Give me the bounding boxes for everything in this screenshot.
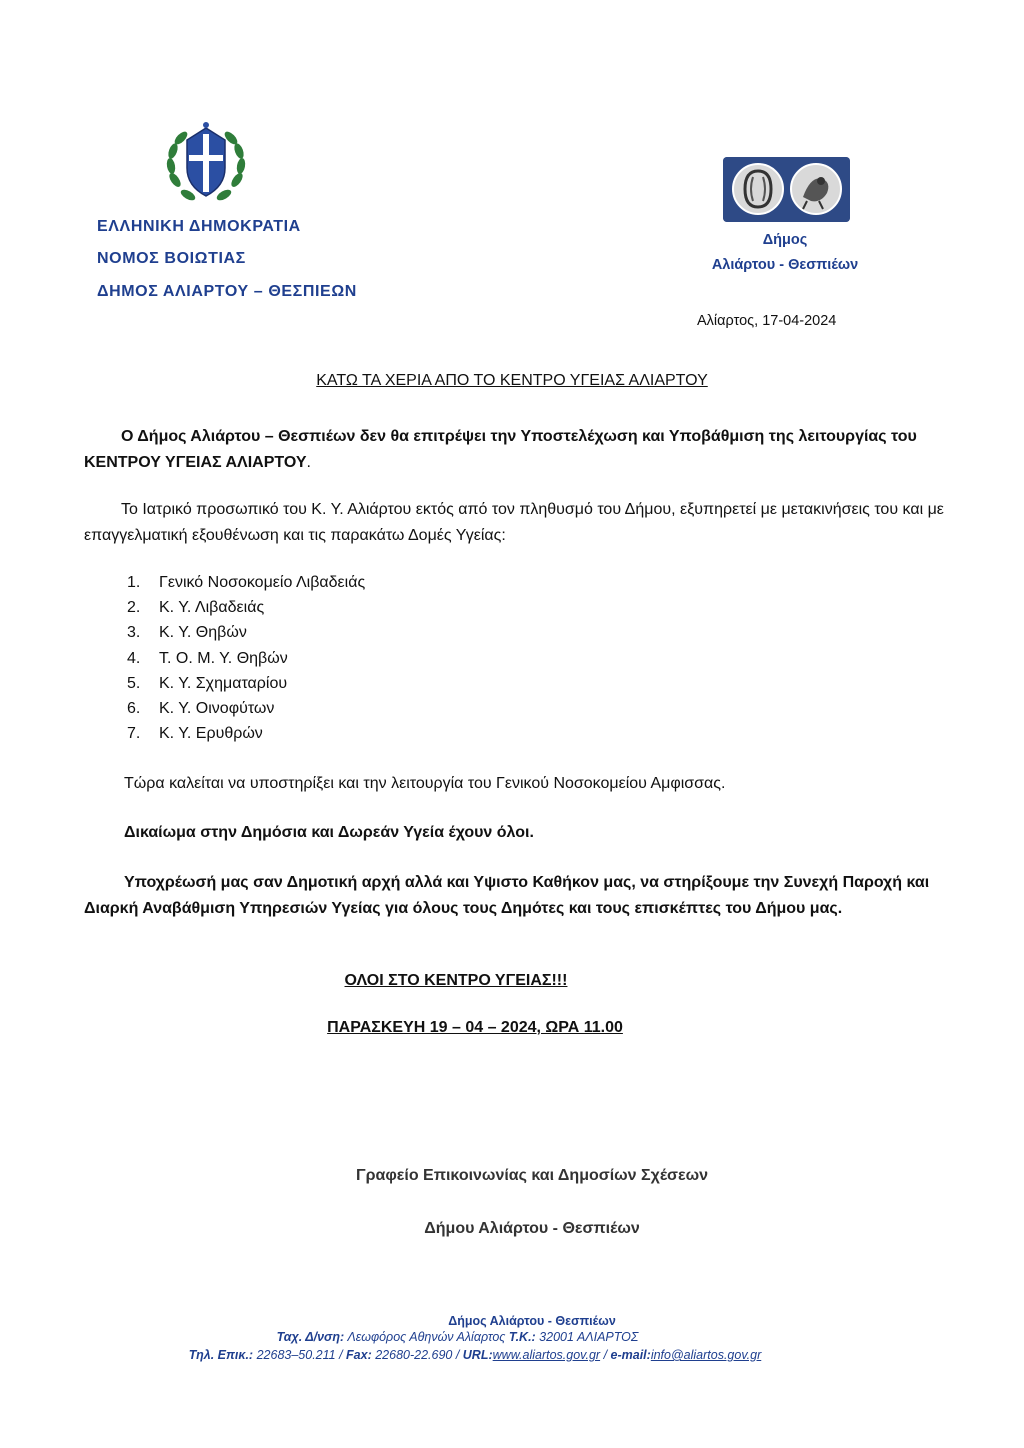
event-datetime: ΠΑΡΑΣΚΕΥΗ 19 – 04 – 2024, ΩΡΑ 11.00 [327,1019,623,1036]
call-to-action: ΟΛΟΙ ΣΤΟ ΚΕΝΤΡΟ ΥΓΕΙΑΣ!!! [344,972,568,989]
logo-caption-dimos: Δήμος [762,232,808,248]
paragraph-rights: Δικαίωμα στην Δημόσια και Δωρεάν Υγεία έχουν όλοι. [124,824,534,841]
list-item: 3. Κ. Υ. Θηβών [127,624,247,642]
list-item: 1. Γενικό Νοσοκομείο Λιβαδειάς [127,574,366,591]
document-title: ΚΑΤΩ ΤΑ ΧΕΡΙΑ ΑΠΟ ΤΟ ΚΕΝΤΡΟ ΥΓΕΙΑΣ ΑΛΙΑΡΤΟΥ [316,372,708,389]
footer-contacts: Τηλ. Επικ.: 22683–50.211 / Fax: 22680-22.690 / URL:www.aliartos.gov.gr / e-mail:info@aliartos.gov.gr [188,1348,762,1362]
logo-caption-name: Αλιάρτου - Θεσπιέων [711,257,859,273]
health-units-list [127,570,365,746]
header-prefecture: ΝΟΜΟΣ ΒΟΙΩΤΙΑΣ [97,250,246,267]
signature-office: Γραφείο Επικοινωνίας και Δημοσίων Σχέσεων [356,1167,708,1184]
paragraph-duty: Υποχρέωσή μας σαν Δημοτική αρχή αλλά και Υψιστο Καθήκον μας, να στηρίξουμε την Συνεχή Παροχή και Διαρκή Αναβάθμιση Υπηρεσιών Υγείας για όλους τους Δημότες και τους επισκέπτες του Δήμου μας. [84,874,930,917]
greek-emblem-logo [163,120,249,206]
paragraph-intro-end: . [306,454,311,471]
paragraph-amfissa: Τώρα καλείται να υποστηρίξει και την λειτουργία του Γενικού Νοσοκομείου Αμφισσας. [124,775,726,792]
paragraph-intro-bold: Ο Δήμος Αλιάρτου – Θεσπιέων δεν θα επιτρέψει την Υποστελέχωση και Υποβάθμιση της λειτουργίας του ΚΕΝΤΡΟΥ ΥΓΕΙΑΣ ΑΛΙΑΡΤΟΥ [84,428,917,471]
list-item: 4. Τ. Ο. Μ. Υ. Θηβών [127,649,288,667]
paragraph-intro [84,424,964,476]
footer-municipality: Δήμος Αλιάρτου - Θεσπιέων [448,1314,616,1328]
list-item: 5. Κ. Υ. Σχηματαρίου [127,674,288,692]
paragraph-staff: Το Ιατρικό προσωπικό του Κ. Υ. Αλιάρτου εκτός από τον πληθυσμό του Δήμου, εξυπηρετεί με μετακινήσεις του και με επαγγελματική εξουθένωση και τις παρακάτω Δομές Υγείας: [84,501,944,544]
list-item: 7. Κ. Υ. Ερυθρών [127,725,263,743]
footer-address: Ταχ. Δ/νση: Λεωφόρος Αθηνών Αλίαρτος Τ.Κ.: 32001 ΑΛΙΑΡΤΟΣ [276,1330,639,1344]
list-item: 6. Κ. Υ. Οινοφύτων [127,699,275,717]
municipality-coins-logo [723,157,850,222]
signature-municipality: Δήμου Αλιάρτου - Θεσπιέων [424,1220,640,1237]
email-link[interactable]: info@aliartos.gov.gr [650,1348,762,1362]
website-link[interactable]: www.aliartos.gov.gr [492,1348,601,1362]
list-item: 2. Κ. Υ. Λιβαδειάς [127,599,265,617]
header-municipality: ΔΗΜΟΣ ΑΛΙΑΡΤΟΥ – ΘΕΣΠΙΕΩΝ [97,283,357,300]
document-date: Αλίαρτος, 17-04-2024 [697,313,837,329]
header-country: ΕΛΛΗΝΙΚΗ ΔΗΜΟΚΡΑΤΙΑ [97,218,301,235]
